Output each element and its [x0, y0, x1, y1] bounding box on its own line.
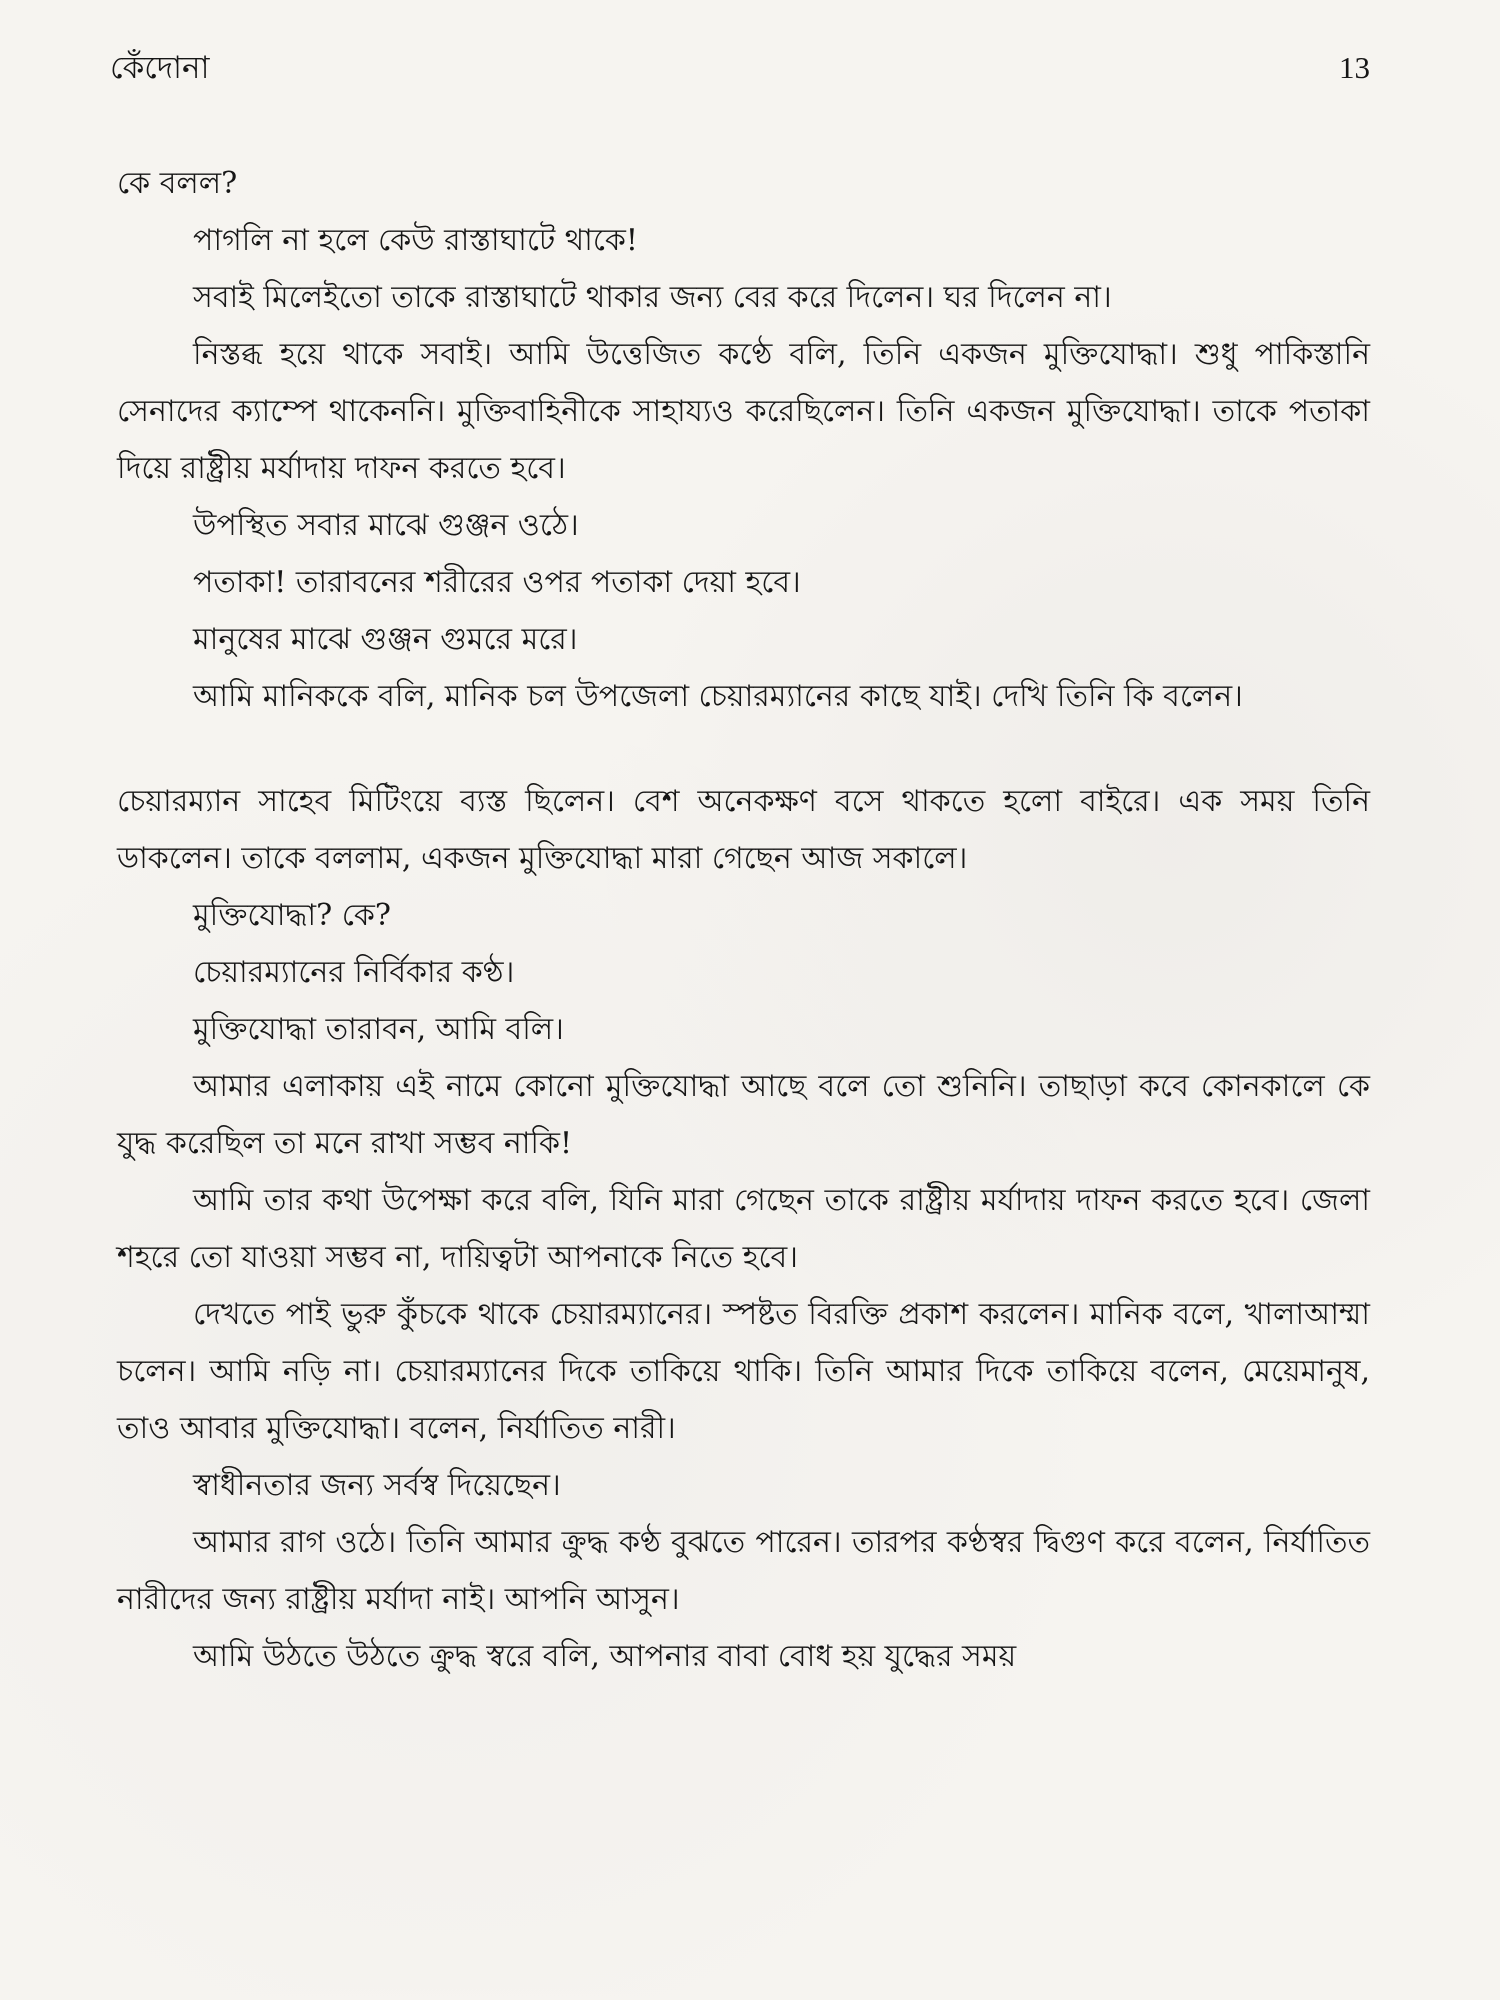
page-edge-shade [0, 1980, 1500, 2000]
paragraph: সবাই মিলেইতো তাকে রাস্তাঘাটে থাকার জন্য বের করে দিলেন। ঘর দিলেন না। [193, 280, 1112, 315]
paragraph: নিস্তব্ধ হয়ে থাকে সবাই। আমি উত্তেজিত কণ্ঠে বলি, তিনি একজন মুক্তিযোদ্ধা। শুধু পাকিস্তানি সেনাদের ক্যাম্পে থাকেননি। মুক্তিবাহিনীকে সাহায্যও করেছিলেন। তিনি একজন মুক্তিযোদ্ধা। তাকে পতাকা দিয়ে রাষ্ট্রীয় মর্যাদায় দাফন করতে হবে। [117, 337, 1370, 486]
paragraph: উপস্থিত সবার মাঝে গুঞ্জন ওঠে। [193, 508, 579, 543]
paragraph: চেয়ারম্যানের নির্বিকার কণ্ঠ। [193, 955, 515, 990]
paragraph: কে বলল? [117, 166, 238, 201]
paragraph: আমার এলাকায় এই নামে কোনো মুক্তিযোদ্ধা আছে বলে তো শুনিনি। তাছাড়া কবে কোনকালে কে যুদ্ধ করেছিল তা মনে রাখা সম্ভব নাকি! [117, 1069, 1370, 1161]
body-text [117, 155, 1370, 1685]
paragraph: মুক্তিযোদ্ধা তারাবন, আমি বলি। [193, 1012, 564, 1047]
page-header [110, 48, 1370, 88]
paragraph: মুক্তিযোদ্ধা? কে? [193, 898, 391, 933]
paragraph: চেয়ারম্যান সাহেব মিটিংয়ে ব্যস্ত ছিলেন। বেশ অনেকক্ষণ বসে থাকতে হলো বাইরে। এক সময় তিনি ডাকলেন। তাকে বললাম, একজন মুক্তিযোদ্ধা মারা গেছেন আজ সকালে। [117, 784, 1370, 876]
page-number: 13 [1339, 50, 1370, 85]
paragraph: আমি তার কথা উপেক্ষা করে বলি, যিনি মারা গেছেন তাকে রাষ্ট্রীয় মর্যাদায় দাফন করতে হবে। জেলা শহরে তো যাওয়া সম্ভব না, দায়িত্বটা আপনাকে নিতে হবে। [117, 1183, 1370, 1275]
paragraph: আমি মানিককে বলি, মানিক চল উপজেলা চেয়ারম্যানের কাছে যাই। দেখি তিনি কি বলেন। [193, 679, 1243, 714]
paragraph: দেখতে পাই ভুরু কুঁচকে থাকে চেয়ারম্যানের। স্পষ্টত বিরক্তি প্রকাশ করলেন। মানিক বলে, খালাআম্মা চলেন। আমি নড়ি না। চেয়ারম্যানের দিকে তাকিয়ে থাকি। তিনি আমার দিকে তাকিয়ে বলেন, মেয়েমানুষ, তাও আবার মুক্তিযোদ্ধা। বলেন, নির্যাতিত নারী। [117, 1297, 1370, 1446]
paragraph: পাগলি না হলে কেউ রাস্তাঘাটে থাকে! [193, 223, 638, 258]
paragraph: পতাকা! তারাবনের শরীরের ওপর পতাকা দেয়া হবে। [193, 565, 801, 600]
paragraph: আমি উঠতে উঠতে ক্রুদ্ধ স্বরে বলি, আপনার বাবা বোধ হয় যুদ্ধের সময় [193, 1639, 1017, 1674]
paragraph: আমার রাগ ওঠে। তিনি আমার ক্রুদ্ধ কণ্ঠ বুঝতে পারেন। তারপর কণ্ঠস্বর দ্বিগুণ করে বলেন, নির্যাতিত নারীদের জন্য রাষ্ট্রীয় মর্যাদা নাই। আপনি আসুন। [117, 1525, 1370, 1617]
paragraph: মানুষের মাঝে গুঞ্জন গুমরে মরে। [193, 622, 578, 657]
running-title: কেঁদোনা [110, 50, 210, 86]
paragraph: স্বাধীনতার জন্য সর্বস্ব দিয়েছেন। [193, 1468, 561, 1503]
